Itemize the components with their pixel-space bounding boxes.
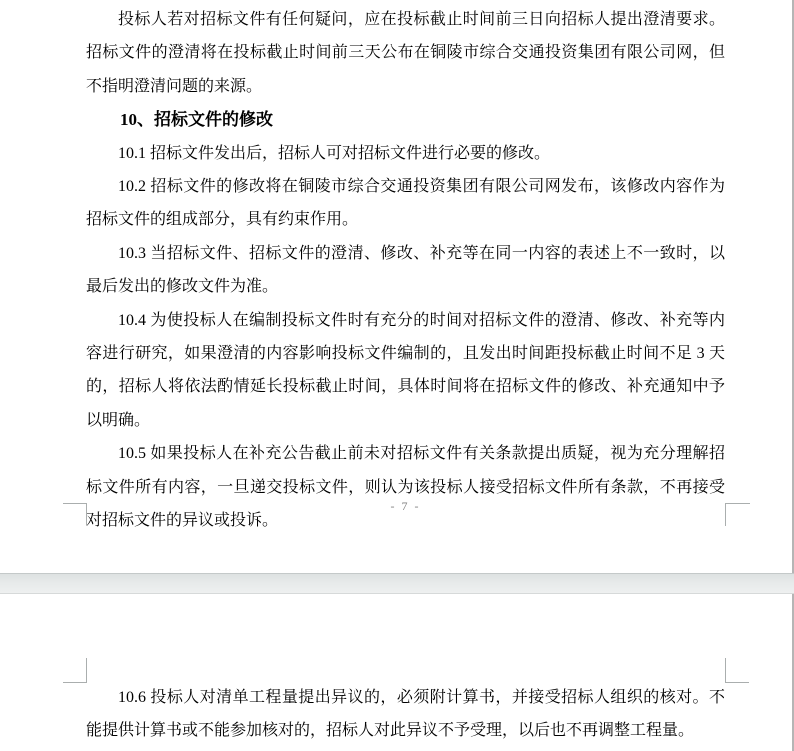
crop-mark-page7-bottom-right <box>725 503 750 526</box>
clause-10-6: 10.6 投标人对清单工程量提出异议的，必须附计算书，并接受招标人组织的核对。不能提供计算书或不能参加核对的，招标人对此异议不予受理，以后也不再调整工程量。 <box>86 689 725 740</box>
crop-mark-page7-bottom-left <box>63 503 87 525</box>
crop-mark-page8-top-right <box>725 658 749 683</box>
page-number-footer: - 7 - <box>390 499 421 513</box>
heading-section-10-modification: 10、招标文件的修改 <box>120 110 273 130</box>
clause-10-1: 10.1 招标文件发出后，招标人可对招标文件进行必要的修改。 <box>118 144 551 162</box>
clause-10-4: 10.4 为使投标人在编制投标文件时有充分的时间对招标文件的澄清、修改、补充等内容进行研究，如果澄清的内容影响投标文件编制的，且发出时间距投标截止时间不足 3 天的，招标人将依法酌情延长投标截止时间，具体时间将在招标文件的修改、补充通知中予以明确。 <box>86 311 725 429</box>
page-gap-separator <box>0 573 794 594</box>
page-8-text-area <box>86 681 725 748</box>
clause-10-2: 10.2 招标文件的修改将在铜陵市综合交通投资集团有限公司网发布，该修改内容作为招标文件的组成部分，具有约束作用。 <box>86 178 725 229</box>
crop-mark-page8-top-left <box>63 658 87 683</box>
clause-10-5: 10.5 如果投标人在补充公告截止前未对招标文件有关条款提出质疑，视为充分理解招标文件所有内容，一旦递交投标文件，则认为该投标人接受招标文件所有条款，不再接受对招标文件的异议或投诉。 <box>86 445 725 530</box>
paragraph-clarification-request: 投标人若对招标文件有任何疑问，应在投标截止时间前三日向招标人提出澄清要求。招标文件的澄清将在投标截止时间前三天公布在铜陵市综合交通投资集团有限公司网，但不指明澄清问题的来源。 <box>86 11 725 95</box>
page-7-text-area <box>86 3 725 538</box>
clause-10-3: 10.3 当招标文件、招标文件的澄清、修改、补充等在同一内容的表述上不一致时，以最后发出的修改文件为准。 <box>86 244 725 296</box>
